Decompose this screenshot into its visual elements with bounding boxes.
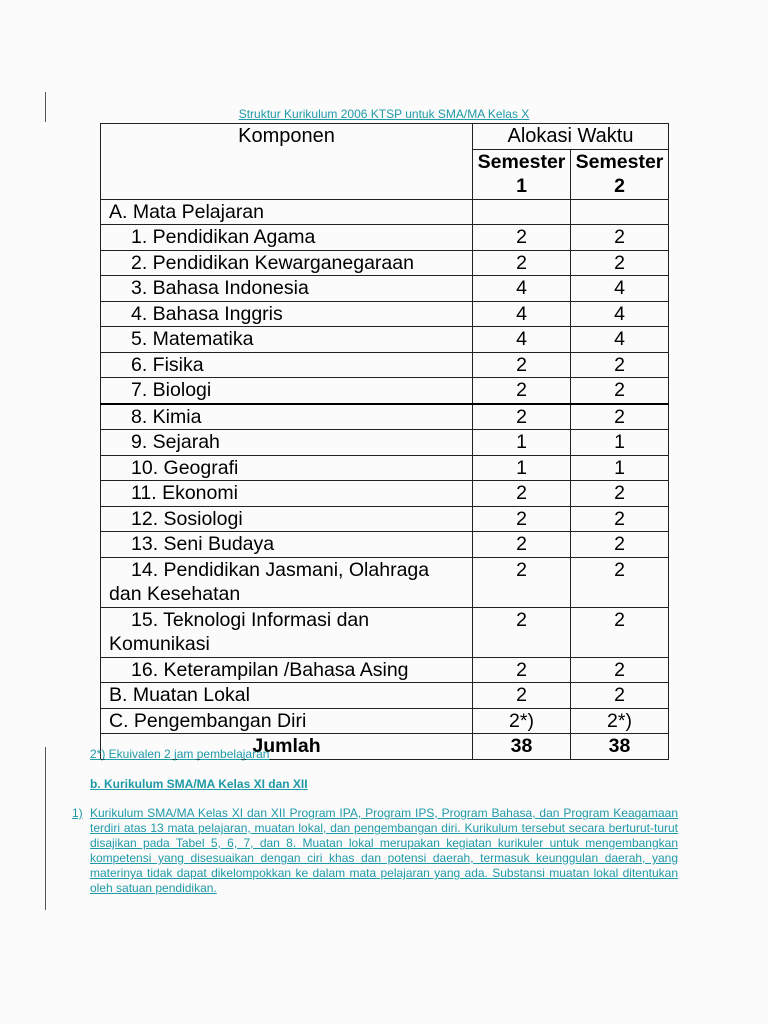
semester-2-value: 1 <box>571 455 669 481</box>
semester-1-value: 2 <box>473 352 571 378</box>
semester-1-value: 1 <box>473 455 571 481</box>
subject-name: 9. Sejarah <box>101 430 473 456</box>
semester-2-value: 2 <box>571 378 669 404</box>
muatan-lokal-row <box>101 683 669 709</box>
semester-1-value: 2*) <box>473 708 571 734</box>
subject-name: 8. Kimia <box>101 404 473 430</box>
semester-2-value: 2 <box>571 225 669 251</box>
header-semester-1 <box>473 149 571 199</box>
margin-marker-bottom <box>45 747 46 910</box>
semester-1-value: 2 <box>473 250 571 276</box>
semester-2-value: 2 <box>571 532 669 558</box>
semester-2-value: 2 <box>571 683 669 709</box>
table-row <box>101 607 669 657</box>
table-row <box>101 225 669 251</box>
subject-name-line2: dan Kesehatan <box>109 583 241 605</box>
subject-name: 4. Bahasa Inggris <box>101 301 473 327</box>
semester-1-value: 2 <box>473 557 571 607</box>
header-semester-2 <box>571 149 669 199</box>
table-row <box>101 430 669 456</box>
semester-2-value: 4 <box>571 276 669 302</box>
section-subheading[interactable]: b. Kurikulum SMA/MA Kelas XI dan XII <box>90 777 308 791</box>
paragraph-text[interactable]: Kurikulum SMA/MA Kelas XI dan XII Program IPA, Program IPS, Program Bahasa, dan Program Keagamaan terdiri atas 13 mata pelajaran, muatan lokal, dan pengembangan diri. Kurikulum tersebut secara berturut-turut disajikan pada Tabel 5, 6, 7, dan 8. Muatan lokal merupakan kegiatan kurikuler untuk mengembangkan kompetensi yang disesuaikan dengan ciri khas dan potensi daerah, termasuk keunggulan daerah, yang materinya tidak dapat dikelompokkan ke dalam mata pelajaran yang ada. Substansi muatan lokal ditentukan oleh satuan pendidikan. <box>90 806 678 895</box>
semester-2-value: 2 <box>571 352 669 378</box>
table-row <box>101 657 669 683</box>
semester-1-value: 2 <box>473 506 571 532</box>
document-title[interactable]: Struktur Kurikulum 2006 KTSP untuk SMA/MA Kelas X <box>238 107 530 121</box>
muatan-lokal-label: B. Muatan Lokal <box>101 683 473 709</box>
subject-name-line1: 14. Pendidikan Jasmani, Olahraga <box>131 558 430 581</box>
semester-1-value: 2 <box>473 225 571 251</box>
subject-name: 13. Seni Budaya <box>101 532 473 558</box>
table-row <box>101 557 669 607</box>
subject-name: 6. Fisika <box>101 352 473 378</box>
semester-1-value: 4 <box>473 327 571 353</box>
semester-1-value: 2 <box>473 657 571 683</box>
semester-2-value: 2*) <box>571 708 669 734</box>
subject-name: 1. Pendidikan Agama <box>101 225 473 251</box>
paragraph-number[interactable]: 1) <box>72 806 83 820</box>
semester-2-value: 2 <box>571 250 669 276</box>
section-a-empty-1 <box>473 199 571 225</box>
table-row <box>101 506 669 532</box>
section-a-label: A. Mata Pelajaran <box>101 199 473 225</box>
header-semester-1-number: 1 <box>516 175 527 197</box>
table-row <box>101 404 669 430</box>
header-komponen: Komponen <box>101 124 473 200</box>
semester-2-value: 2 <box>571 557 669 607</box>
semester-1-value: 2 <box>473 607 571 657</box>
semester-2-value: 2 <box>571 481 669 507</box>
semester-2-value: 2 <box>571 404 669 430</box>
table-row <box>101 352 669 378</box>
pengembangan-diri-row <box>101 708 669 734</box>
subject-name <box>101 557 473 607</box>
table-row <box>101 481 669 507</box>
semester-1-value: 1 <box>473 430 571 456</box>
semester-2-value: 2 <box>571 607 669 657</box>
semester-1-value: 2 <box>473 378 571 404</box>
semester-2-value: 4 <box>571 327 669 353</box>
semester-2-value: 4 <box>571 301 669 327</box>
table-row <box>101 250 669 276</box>
semester-2-value: 2 <box>571 506 669 532</box>
subject-name: 10. Geografi <box>101 455 473 481</box>
semester-1-value: 4 <box>473 301 571 327</box>
curriculum-table <box>100 123 669 760</box>
header-semester-1-label: Semester <box>477 150 566 173</box>
header-alokasi-waktu: Alokasi Waktu <box>473 124 669 150</box>
header-row <box>101 124 669 150</box>
semester-1-value: 2 <box>473 404 571 430</box>
section-a-row <box>101 199 669 225</box>
table-row <box>101 327 669 353</box>
table-row <box>101 378 669 404</box>
subject-name-line2: Komunikasi <box>109 633 210 655</box>
subject-name: 3. Bahasa Indonesia <box>101 276 473 302</box>
header-semester-2-number: 2 <box>614 175 625 197</box>
subject-name: 7. Biologi <box>101 378 473 404</box>
semester-2-value: 2 <box>571 657 669 683</box>
jumlah-semester-2: 38 <box>571 734 669 760</box>
table-row <box>101 532 669 558</box>
table-row <box>101 455 669 481</box>
semester-1-value: 2 <box>473 683 571 709</box>
subject-name: 5. Matematika <box>101 327 473 353</box>
section-a-empty-2 <box>571 199 669 225</box>
subject-name <box>101 607 473 657</box>
semester-1-value: 2 <box>473 481 571 507</box>
jumlah-semester-1: 38 <box>473 734 571 760</box>
pengembangan-diri-label: C. Pengembangan Diri <box>101 708 473 734</box>
subject-name: 12. Sosiologi <box>101 506 473 532</box>
header-semester-2-label: Semester <box>575 150 664 173</box>
semester-1-value: 4 <box>473 276 571 302</box>
margin-marker-top <box>45 92 46 122</box>
semester-1-value: 2 <box>473 532 571 558</box>
subject-name: 16. Keterampilan /Bahasa Asing <box>101 657 473 683</box>
subject-name-line1: 15. Teknologi Informasi dan <box>131 608 370 631</box>
subject-name: 2. Pendidikan Kewarganegaraan <box>101 250 473 276</box>
table-row <box>101 301 669 327</box>
footnote[interactable]: 2*) Ekuivalen 2 jam pembelajaran <box>90 747 270 761</box>
subject-name: 11. Ekonomi <box>101 481 473 507</box>
jumlah-label: Jumlah <box>101 734 473 760</box>
semester-2-value: 1 <box>571 430 669 456</box>
table-row <box>101 276 669 302</box>
